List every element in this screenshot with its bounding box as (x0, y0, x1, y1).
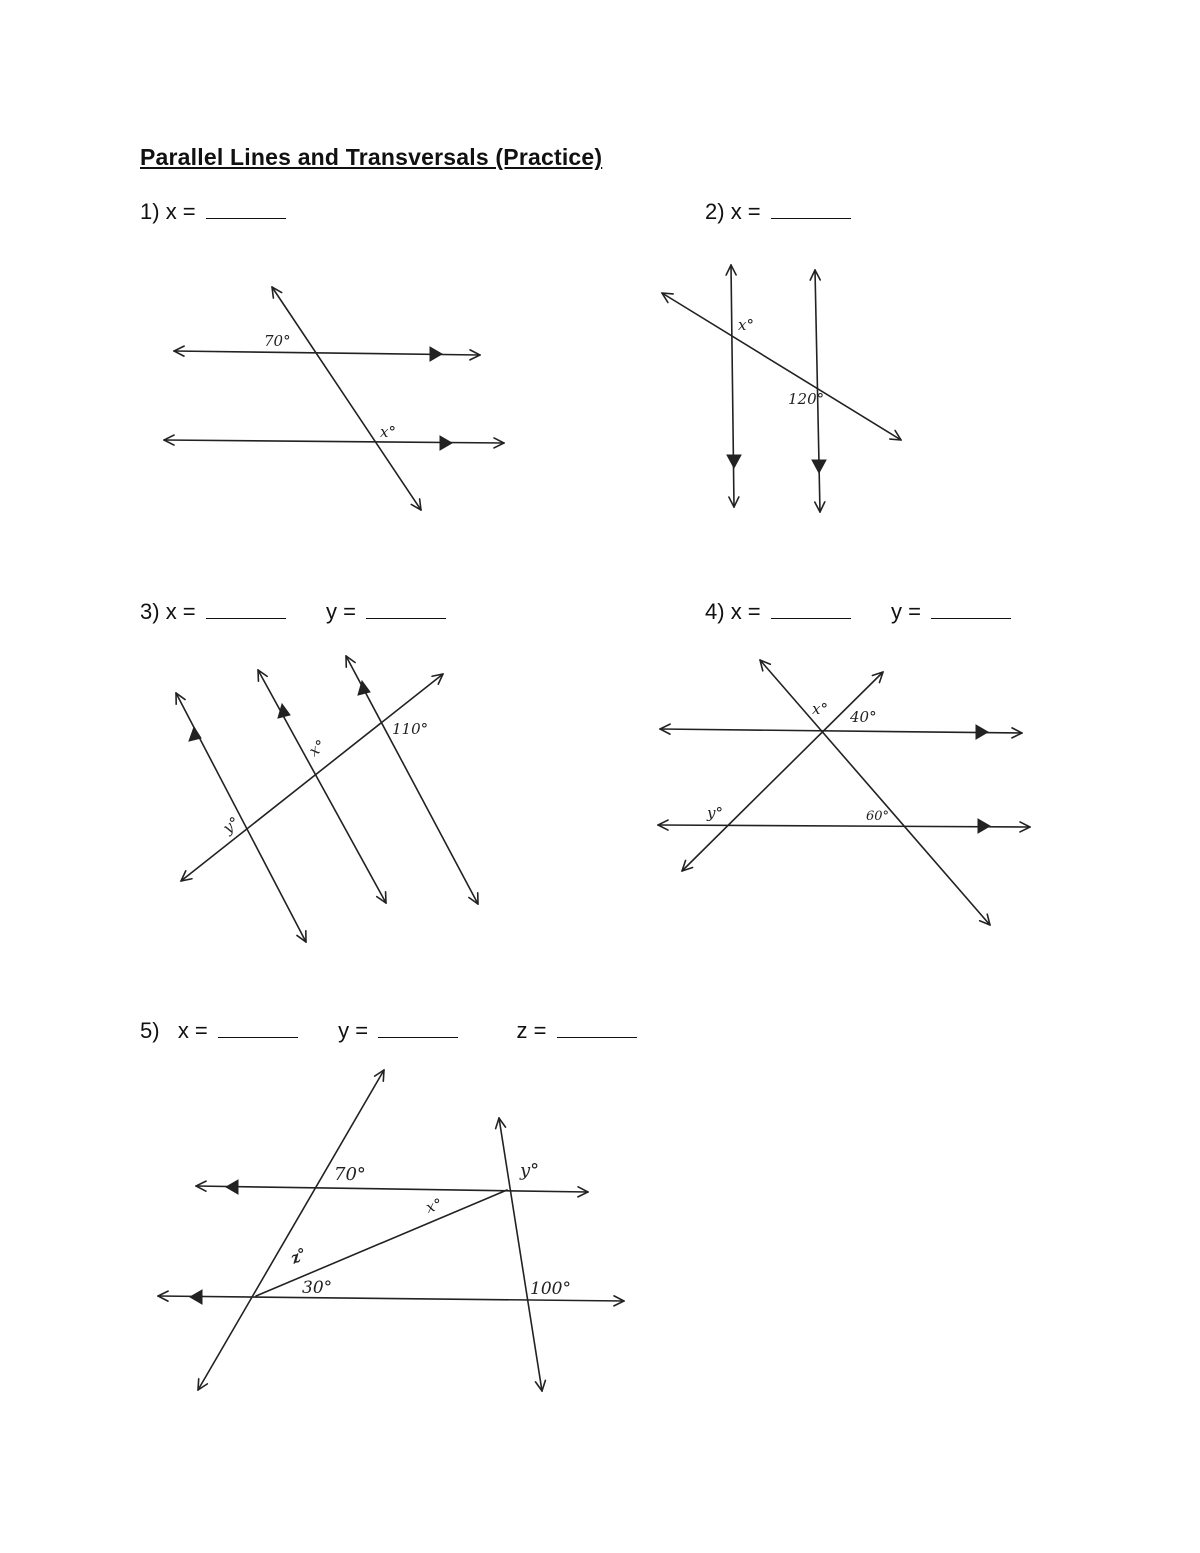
angle-label: x° (812, 700, 828, 718)
parallel-line-top (196, 1186, 588, 1192)
var-label-z: z = (516, 1018, 547, 1043)
parallel-mark-icon (727, 455, 741, 468)
transversal-right (499, 1118, 542, 1391)
var-label-x: x = (165, 199, 196, 224)
parallel-mark-icon (189, 727, 201, 741)
angle-label: x° (380, 423, 396, 441)
angle-label: x° (305, 736, 330, 761)
angle-label: z° (287, 1244, 311, 1268)
page-title: Parallel Lines and Transversals (Practice) (140, 144, 603, 170)
parallel-mark-icon (430, 347, 442, 361)
problem-number: 5) (140, 1018, 160, 1043)
transversal-left (198, 1070, 384, 1390)
parallel-mark-icon (278, 704, 290, 718)
parallel-mark-icon (976, 725, 988, 739)
var-label-y: y = (891, 599, 921, 624)
angle-label: 30° (302, 1278, 333, 1298)
parallel-mark-icon (226, 1180, 238, 1194)
figure-5 (158, 1070, 624, 1391)
parallel-mark-icon (440, 436, 452, 450)
angle-label: y° (520, 1160, 540, 1181)
parallel-line-bottom (164, 440, 504, 443)
figure-4 (658, 660, 1030, 925)
problem-number: 4) (705, 599, 725, 624)
problem-number: 3) (140, 599, 160, 624)
figure-3 (176, 656, 478, 942)
problem-number: 1) (140, 199, 160, 224)
var-label-x: x = (165, 599, 196, 624)
transversal-1 (682, 672, 883, 871)
angle-label: 70° (264, 332, 291, 350)
parallel-mark-icon (190, 1290, 202, 1304)
angle-label: 120° (788, 390, 825, 408)
parallel-mark-icon (812, 460, 826, 473)
parallel-mark-icon (978, 819, 990, 833)
problem-number: 2) (705, 199, 725, 224)
triangle-side (256, 1190, 507, 1296)
angle-label: x° (738, 316, 754, 334)
angle-label: y° (219, 813, 244, 838)
parallel-line-top (660, 729, 1022, 733)
transversal (272, 287, 421, 510)
figure-2 (662, 265, 901, 512)
angle-label: 70° (334, 1164, 366, 1185)
parallel-line-left (731, 265, 734, 507)
angle-label: 40° (850, 708, 877, 726)
var-label-y: y = (338, 1018, 369, 1043)
transversal (662, 293, 901, 440)
angle-label: 110° (392, 720, 429, 738)
var-label-x: x = (730, 199, 761, 224)
angle-label: x° (423, 1194, 445, 1217)
transversal-2 (760, 660, 990, 925)
angle-label: 100° (530, 1279, 571, 1299)
angle-label: 60° (866, 809, 890, 824)
parallel-line-2 (258, 670, 386, 903)
figure-1 (164, 287, 504, 510)
var-label-y: y = (326, 599, 356, 624)
var-label-x: x = (730, 599, 761, 624)
var-label-x: x = (177, 1018, 208, 1043)
parallel-line-bottom (658, 825, 1030, 827)
angle-label: y° (707, 804, 723, 822)
